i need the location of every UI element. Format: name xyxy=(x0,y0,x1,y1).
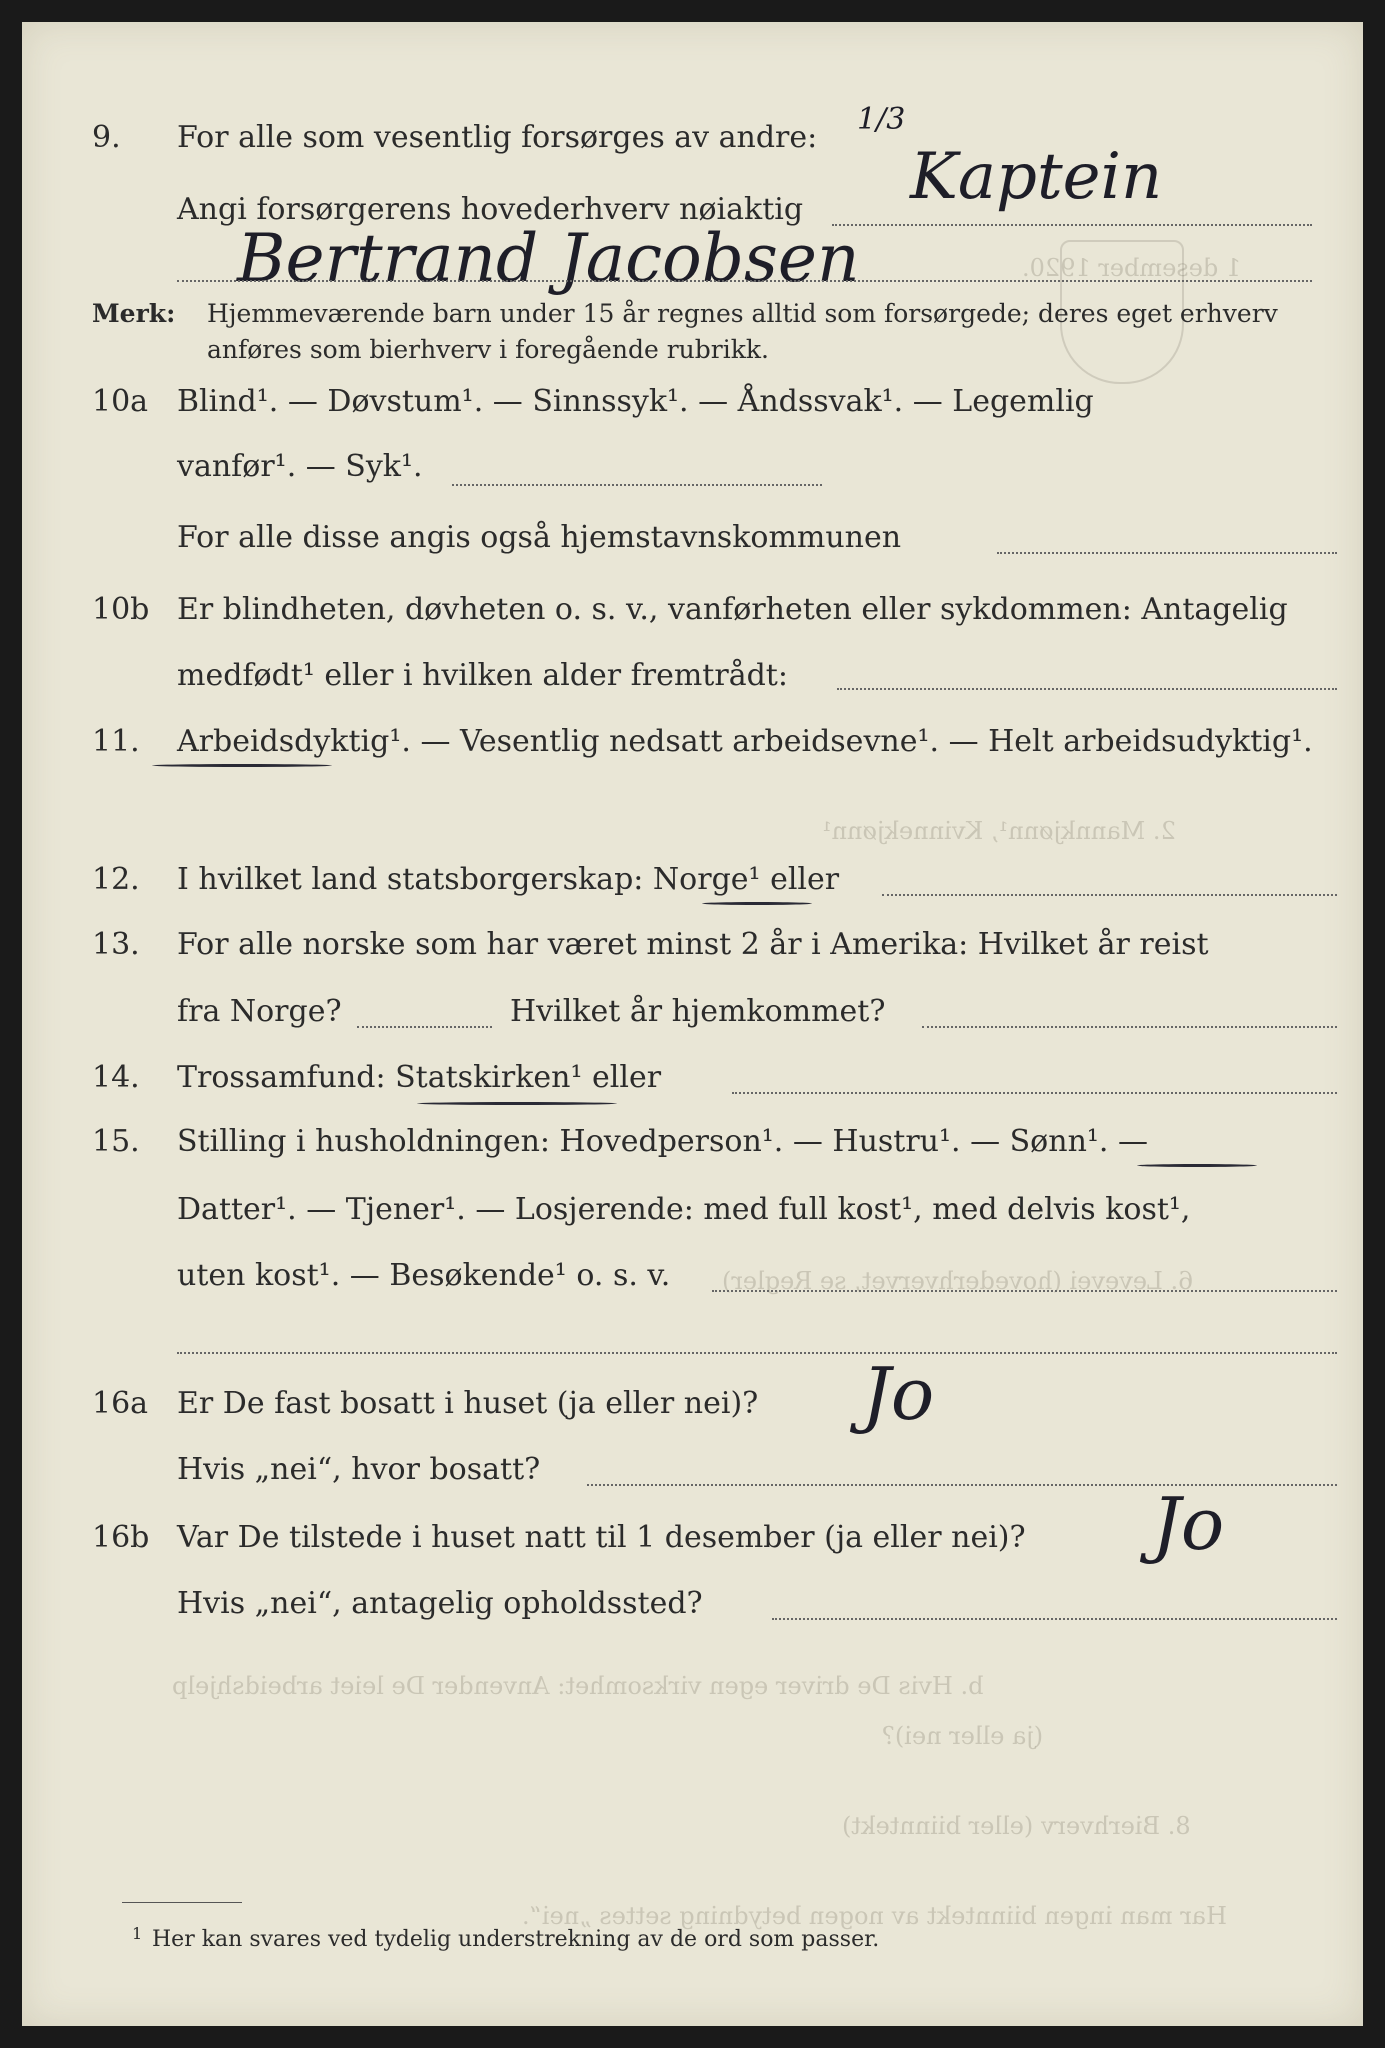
q10b-number: 10b xyxy=(92,592,150,627)
q16a-text-1: Er De fast bosatt i huset (ja eller nei)? xyxy=(177,1386,759,1421)
q13-dotted-line-1 xyxy=(357,1026,492,1028)
q15-dotted-line xyxy=(712,1290,1337,1292)
q16a-number: 16a xyxy=(92,1386,149,1421)
q15-dotted-line-2 xyxy=(177,1352,1337,1354)
q11-underline-mark xyxy=(152,764,332,767)
q14-number: 14. xyxy=(92,1060,140,1095)
merk-line2 xyxy=(22,330,1363,370)
q15-underline-mark xyxy=(1137,1164,1257,1167)
q12-number: 12. xyxy=(92,862,140,897)
q15-line1 xyxy=(22,1122,1363,1162)
q11-number: 11. xyxy=(92,724,140,759)
q15-line2 xyxy=(22,1190,1363,1230)
merk-line1 xyxy=(22,294,1363,334)
q11-text-1: Arbeidsdyktig¹. — Vesentlig nedsatt arbeidsevne¹. — Helt arbeidsudyktig¹. xyxy=(177,724,1313,759)
q12-underline-mark xyxy=(702,902,812,905)
q10a-text-2: vanfør¹. — Syk¹. xyxy=(177,449,423,484)
census-form-page xyxy=(22,22,1363,2026)
q10a-text-3: For alle disse angis også hjemstavnskommunen xyxy=(177,520,902,555)
q15-text-3: uten kost¹. — Besøkende¹ o. s. v. xyxy=(177,1258,671,1293)
footnote-text: Her kan svares ved tydelig understrekning av de ord som passer. xyxy=(152,1927,880,1952)
q10a-text-1: Blind¹. — Døvstum¹. — Sinnssyk¹. — Åndssvak¹. — Legemlig xyxy=(177,384,1094,419)
q10a-line1 xyxy=(22,382,1363,422)
q13-number: 13. xyxy=(92,927,140,962)
q16b-dotted-line xyxy=(772,1618,1337,1620)
footnote xyxy=(22,1924,1363,1956)
q14-dotted-line xyxy=(732,1092,1337,1094)
q14-text-1: Trossamfund: Statskirken¹ eller xyxy=(177,1060,662,1095)
q12-dotted-line xyxy=(882,894,1337,896)
q12-text-1: I hvilket land statsborgerskap: Norge¹ eller xyxy=(177,862,840,897)
q16a-handwritten-answer: Jo xyxy=(862,1352,935,1436)
q9-dotted-line xyxy=(832,224,1312,226)
merk-label: Merk: xyxy=(92,299,176,328)
q15-text-2: Datter¹. — Tjener¹. — Losjerende: med full kost¹, med delvis kost¹, xyxy=(177,1192,1191,1227)
q9-text-2: Angi forsørgerens hovederhverv nøiaktig xyxy=(177,192,804,227)
q15-text-1: Stilling i husholdningen: Hovedperson¹. — Hustru¹. — Sønn¹. — xyxy=(177,1124,1148,1159)
q10b-line2 xyxy=(22,656,1363,696)
q13-text-1: For alle norske som har været minst 2 år i Amerika: Hvilket år reist xyxy=(177,927,1209,962)
q15-number: 15. xyxy=(92,1124,140,1159)
bleed-through-text: Har man ingen biinntekt av nogen betydning settes „nei“. xyxy=(522,1902,1227,1930)
q16b-handwritten-answer: Jo xyxy=(1152,1482,1225,1566)
q9-number: 9. xyxy=(92,120,121,155)
q16a-text-2: Hvis „nei“, hvor bosatt? xyxy=(177,1452,541,1487)
footnote-rule xyxy=(122,1902,242,1903)
q16a-line1 xyxy=(22,1384,1363,1424)
q13-text-2: fra Norge? xyxy=(177,994,342,1029)
footnote-mark: 1 xyxy=(132,1924,143,1943)
bleed-through-text: 6. Levevei (hovederhvervet, se Regler) xyxy=(722,1267,1194,1295)
q11-line1 xyxy=(22,722,1363,762)
q9-handwritten-occupation: Kaptein xyxy=(910,140,1163,214)
q10a-number: 10a xyxy=(92,384,149,419)
q9-handwritten-name: Bertrand Jacobsen xyxy=(237,220,860,297)
q10b-line1 xyxy=(22,590,1363,630)
bleed-through-text: 2. Mannkjønn¹, Kvinnekjønn¹ xyxy=(822,817,1176,845)
q14-underline-mark xyxy=(417,1102,617,1105)
q10a-dotted-line-2 xyxy=(997,552,1337,554)
q16a-dotted-line xyxy=(587,1484,1337,1486)
q16b-text-2: Hvis „nei“, antagelig opholdssted? xyxy=(177,1586,703,1621)
bleed-through-text: (ja eller nei)? xyxy=(882,1722,1044,1750)
q10a-line2 xyxy=(22,447,1363,487)
q10b-text-1: Er blindheten, døvheten o. s. v., vanførheten eller sykdommen: Antagelig xyxy=(177,592,1288,627)
bleed-through-text: b. Hvis De driver egen virksomhet: Anvender De leiet arbeidshjelp xyxy=(172,1672,984,1700)
merk-text-1: Hjemmeværende barn under 15 år regnes alltid som forsørgede; deres eget erhverv xyxy=(207,299,1278,328)
q16b-number: 16b xyxy=(92,1520,150,1555)
q9-dotted-line-2 xyxy=(177,280,1312,282)
q13-dotted-line-2 xyxy=(922,1026,1337,1028)
q9-handwritten-fraction: 1/3 xyxy=(857,102,906,137)
q10a-dotted-line xyxy=(452,484,822,486)
q13-line1 xyxy=(22,925,1363,965)
q9-text-1: For alle som vesentlig forsørges av andre: xyxy=(177,120,818,155)
bleed-through-text: 8. Bierhverv (eller biinntekt) xyxy=(842,1812,1191,1840)
q13-text-2b: Hvilket år hjemkommet? xyxy=(510,994,886,1029)
merk-text-2: anføres som bierhverv i foregående rubrikk. xyxy=(207,335,769,364)
q10b-dotted-line xyxy=(837,688,1337,690)
q10b-text-2: medfødt¹ eller i hvilken alder fremtrådt: xyxy=(177,658,788,693)
bleed-through-text: 1 desember 1920. xyxy=(1022,254,1242,282)
q16b-text-1: Var De tilstede i huset natt til 1 desember (ja eller nei)? xyxy=(177,1520,1026,1555)
